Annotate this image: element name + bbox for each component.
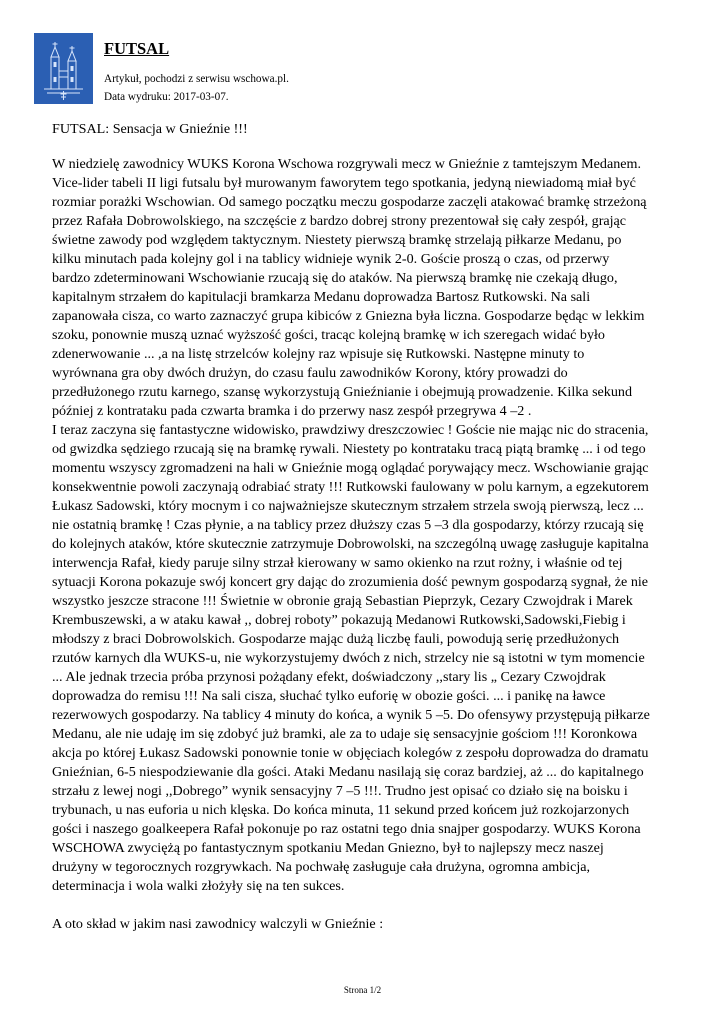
text-line: młodszy z braci Dobrowolskich. Gospodarze mając dużą liczbę fauli, powodują serię przedłużonych xyxy=(52,631,620,647)
text-line: gości i naszego goalkeepera Rafał pokonuje po raz ostatni tego dnia snajper gospodarzy. WUKS Korona xyxy=(52,821,641,837)
text-line: rezerwowych gospodarzy. Na tablicy 4 minuty do końca, a wynik 5 –5. Do ofensywy przystępują piłkarze xyxy=(52,707,650,723)
text-line: momentu wszyscy zgromadzeni na hali w Gnieźnie mogą oglądać porywający mecz. Wschowianie grając xyxy=(52,460,649,476)
text-line: świetne zawody pod względem taktycznym. Niestety pierwszą bramkę strzelają piłkarze Medanu, po xyxy=(52,232,622,248)
closing-line: A oto skład w jakim nasi zawodnicy walczyli w Gnieźnie : xyxy=(52,916,384,932)
text-line: trybunach, u nas euforia u nich klęska. Do końca minuta, 11 sekund przed końcem już rozkojarzonych xyxy=(52,802,630,818)
text-line: wyrównana gra oby dwóch drużyn, do czasu faulu zawodników Korony, który prowadzi do xyxy=(52,365,568,381)
text-line: doprowadza do remisu !!! Na sali cisza, słuchać tylko euforię w obozie gości. ... i panikę na ławce xyxy=(52,688,606,704)
wschowa-logo-icon xyxy=(34,33,93,104)
text-line: przedłużonego rzutu karnego, szansę wykorzystują Gnieźnianie i obejmują prowadzenie. Kilka sekund xyxy=(52,384,632,400)
text-line: Gnieźnian, 6-5 niespodziewanie dla gości. Ataki Medanu nasilają się coraz bardziej, aż ... do kapitalnego xyxy=(52,764,644,780)
text-line: strzału z lewej nogi ,,Dobrego” wynik sensacyjny 7 –5 !!!. Trudno jest opisać co działo się na boisku i xyxy=(52,783,628,799)
text-line: przez Rafała Dobrowolskiego, na szczęście z bardzo dobrej strony prezentował się cały zespół, grając xyxy=(52,213,627,229)
text-line: determinacja i wola walki złożyły się na ten sukces. xyxy=(52,878,345,894)
text-line: kapitalnym strzałem do kapitulacji bramkarza Medanu doprowadza Bartosz Rutkowski. Na sali xyxy=(52,289,591,305)
article-paragraph xyxy=(52,155,684,896)
text-line: od gwizdka sędziego rzucają się na bramkę rywali. Niestety po kontrataku tracą piątą bramkę ... i od tego xyxy=(52,441,646,457)
text-line: wszystko jeszcze stracone !!! Świetnie w obronie grają Sebastian Pieprzyk, Cezary Czwojdrak i Marek xyxy=(52,593,633,609)
text-line: akcja po której Łukasz Sadowski ponownie tonie w objęciach kolegów z zespołu doprowadza do dramatu xyxy=(52,745,649,761)
text-line: kilku minutach pada kolejny gol i na tablicy widnieje wynik 2-0. Goście proszą o czas, od przerwy xyxy=(52,251,610,267)
text-line: rozmiar porażki Wschowian. Od samego początku meczu gospodarze zaczęli atakować bramkę strzeżoną xyxy=(52,194,647,210)
text-line: Łukasz Sadowski, który mocnym i co najważniejsze skutecznym strzałem strzela swoją pierwszą, lecz ... xyxy=(52,498,644,514)
text-line: drużyny w tegorocznych rozgrywkach. Na pochwałę zasługuje cała drużyna, ogromna ambicja, xyxy=(52,859,591,875)
text-line: zapanowała cisza, co warto zaznaczyć grupa kibiców z Gniezna była liczna. Gospodarze będąc w lekkim xyxy=(52,308,645,324)
text-line: Krembuszewski, a w ataku kawał ,, dobrej roboty” pokazują Medanowi Rutkowski,Sadowski,Fiebig i xyxy=(52,612,626,628)
text-line: nie ostatnią bramkę ! Czas płynie, a na tablicy przez dłuższy czas 5 –3 dla gospodarzy, którzy rzucają się xyxy=(52,517,644,533)
article-title: FUTSAL: Sensacja w Gnieźnie !!! xyxy=(52,121,248,137)
text-line: szoku, ponownie muszą uznać wyższość gości, tracąc kolejną bramkę w ich szeregach widać było xyxy=(52,327,605,343)
source-line: Artykuł, pochodzi z serwisu wschowa.pl. xyxy=(104,73,289,85)
text-line: Medanu, ale nie udaję im się zdobyć już bramki, ale za to udaje się sensacyjnie gościom !!! Koronkowa xyxy=(52,726,638,742)
text-line: bardzo zdeterminowani Wschowianie rzucają się do ataków. Na pierwszą bramkę nie czekają długo, xyxy=(52,270,618,286)
text-line: I teraz zaczyna się fantastyczne widowisko, prawdziwy dreszczowiec ! Goście nie mając nic do stracenia, xyxy=(52,422,649,438)
text-line: sytuacji Korona pokazuje swój koncert gry dając do zrozumienia dość pewnym gospodarzą sygnał, że nie xyxy=(52,574,649,590)
text-line: do kolejnych ataków, które skutecznie zatrzymuje Dobrowolski, na szczególną uwagę zasługuje kapitalna xyxy=(52,536,649,552)
text-line: Vice-lider tabeli II ligi futsalu był murowanym faworytem tego spotkania, jedyną niewiadomą miał być xyxy=(52,175,636,191)
section-title: FUTSAL xyxy=(104,39,170,58)
article-body xyxy=(52,155,684,934)
text-line: WSCHOWA zwyciężą po fantastycznym spotkaniu Medan Gniezno, był to najlepszy mecz naszej xyxy=(52,840,604,856)
page-number: Strona 1/2 xyxy=(343,985,382,995)
text-line: ... Ale jednak trzecia próba przynosi pożądany efekt, doświadczony ,,stary lis „ Cezary Czwojdrak xyxy=(52,669,606,685)
text-line: rzutów karnych dla WUKS-u, nie wykorzystujemy dwóch z nich, strzelcy nie są istotni w tym momencie xyxy=(52,650,645,666)
print-date: Data wydruku: 2017-03-07. xyxy=(104,91,229,103)
article-meta xyxy=(104,70,289,106)
text-line: interwencja Rafał, kiedy paruje silny strzał kierowany w samo okienko na rzut rożny, i właśnie od tej xyxy=(52,555,623,571)
text-line: później z kontrataku pada czwarta bramka i do przerwy nasz zespół przegrywa 4 –2 . xyxy=(52,403,532,419)
text-line: W niedzielę zawodnicy WUKS Korona Wschowa rozgrywali mecz w Gnieźnie z tamtejszym Medanem. xyxy=(52,156,641,172)
text-line: zdenerwowanie ... ,a na listę strzelców kolejny raz wpisuje się Rutkowski. Następne minuty to xyxy=(52,346,585,362)
text-line: konsekwentnie powoli zaczynają odrabiać straty !!! Rutkowski faulowany w polu karnym, a egzekutorem xyxy=(52,479,649,495)
